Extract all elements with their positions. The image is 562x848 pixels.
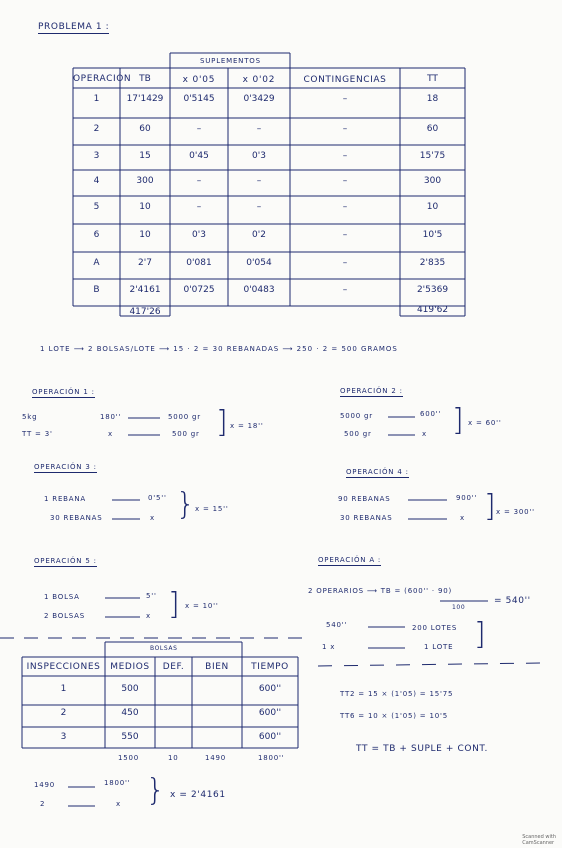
op1-l2a: x <box>108 430 113 438</box>
op2-l1a: 5000 gr <box>340 412 373 420</box>
table1-col-tt: TT <box>427 74 438 84</box>
op2-l2a: 500 gr <box>344 430 372 438</box>
op5-l1b: 5'' <box>146 592 157 600</box>
op3-title: OPERACIÓN 3 : <box>34 463 97 471</box>
table1-cell: – <box>342 202 348 212</box>
table1-cell: 2'4161 <box>129 285 161 295</box>
table1-col-contingencias: CONTINGENCIAS <box>303 75 387 85</box>
table1-cell: 10 <box>139 202 151 212</box>
table1-cell: 2'7 <box>138 258 152 268</box>
table1-cell: 0'3 <box>252 151 266 161</box>
op1-title: OPERACIÓN 1 : <box>32 388 95 396</box>
op3-brace: } <box>176 487 196 522</box>
table2-col-def: DEF. <box>162 662 185 672</box>
table1-cell: 0'2 <box>252 230 266 240</box>
last-l1a: 1490 <box>34 781 56 789</box>
table1-cell: – <box>342 151 348 161</box>
opA-denominator: 100 <box>452 604 466 611</box>
table2-total-def: 10 <box>168 754 179 762</box>
table1-cell: 1 <box>93 94 100 104</box>
table1-cell: – <box>256 202 262 212</box>
table1-col-sup5: x 0'05 <box>182 75 216 85</box>
table1-cell: 10 <box>139 230 151 240</box>
op1-l1a: 180'' <box>100 413 122 421</box>
op1-left1: 5kg <box>22 413 38 421</box>
table1-group-header: SUPLEMENTOS <box>200 57 261 65</box>
table1-cell: 60 <box>426 124 439 134</box>
op1-l2b: 500 gr <box>172 430 200 438</box>
lote-line: 1 LOTE ⟶ 2 BOLSAS/LOTE ⟶ 15 · 2 = 30 REBANADAS ⟶ 250 · 2 = 500 GRAMOS <box>40 345 398 353</box>
table1-col-sup2: x 0'02 <box>242 75 276 85</box>
last-l2b: x <box>116 800 121 808</box>
table2-group-header: BOLSAS <box>150 645 178 652</box>
op1-brace: ] <box>216 405 228 440</box>
table1-cell: 15'75 <box>419 151 446 161</box>
table1-cell: – <box>342 176 348 186</box>
table1-cell: 3 <box>93 151 100 161</box>
op2-title: OPERACIÓN 2 : <box>340 387 403 395</box>
table1-total-tb: 417'26 <box>129 307 161 317</box>
table1-cell: 0'0483 <box>243 285 275 295</box>
table2-cell: 550 <box>121 732 139 742</box>
table1-cell: 0'054 <box>246 258 272 268</box>
table2-cell: 600'' <box>258 732 282 742</box>
table1-cell: 0'5145 <box>183 94 215 104</box>
table1-cell: 0'081 <box>186 258 212 268</box>
table1-cell: – <box>256 124 262 134</box>
table1-cell: 2 <box>93 124 100 134</box>
op3-l1b: 0'5'' <box>148 494 167 502</box>
table1-cell: A <box>93 258 100 268</box>
op3-result: x = 15'' <box>195 505 229 513</box>
op1-left2: TT = 3' <box>22 430 53 438</box>
table2-cell: 600'' <box>258 684 282 694</box>
table1-cell: 2'835 <box>419 258 446 268</box>
op4-title: OPERACIÓN 4 : <box>346 468 409 476</box>
opA-line1: 2 OPERARIOS ⟶ TB = (600'' · 90) <box>308 587 453 595</box>
op5-title: OPERACIÓN 5 : <box>34 557 97 565</box>
op3-l1a: 1 REBANA <box>44 495 86 503</box>
table2-col-inspecciones: INSPECCIONES <box>26 662 101 672</box>
op5-l2a: 2 BOLSAS <box>44 612 85 620</box>
op2-result: x = 60'' <box>468 419 502 427</box>
op5-brace: ] <box>168 587 180 622</box>
table2-cell: 600'' <box>258 708 282 718</box>
table2-cell: 3 <box>60 732 67 742</box>
table1-cell: – <box>342 230 348 240</box>
opA-title: OPERACIÓN A : <box>318 556 382 564</box>
table1-cell: 10 <box>426 202 439 212</box>
table2-cell: 2 <box>60 708 67 718</box>
table1-cell: 6 <box>93 230 100 240</box>
op4-l2b: x <box>460 514 465 522</box>
op3-l2b: x <box>150 514 155 522</box>
op5-result: x = 10'' <box>185 602 219 610</box>
table2-cell: 1 <box>60 684 67 694</box>
op5-l2b: x <box>146 612 151 620</box>
scanner-stamp: Scanned with CamScanner <box>522 834 556 846</box>
table1-cell: 300 <box>423 176 442 186</box>
op1-l1b: 5000 gr <box>168 413 201 421</box>
table1-cell: – <box>342 124 348 134</box>
table1-cell: 0'0725 <box>183 285 215 295</box>
table1-cell: 17'1429 <box>126 94 164 104</box>
op4-l1b: 900'' <box>456 494 478 502</box>
table1-cell: – <box>342 94 348 104</box>
table1-col-tb: TB <box>139 74 151 84</box>
table2-total-tiempo: 1800'' <box>258 754 285 762</box>
table1-cell: 5 <box>93 202 100 212</box>
table1-cell: 0'3 <box>192 230 206 240</box>
table1-cell: 300 <box>136 176 154 186</box>
formula-tt6: TT6 = 10 × (1'05) = 10'5 <box>340 712 448 720</box>
table2-cell: 450 <box>121 708 139 718</box>
opA-l2b: 1 LOTE <box>424 643 454 651</box>
opA-result1: = 540'' <box>494 596 531 606</box>
table1-cell: – <box>256 176 262 186</box>
table2-total-bien: 1490 <box>205 754 227 762</box>
table1-cell: – <box>196 202 202 212</box>
table2-cell: 500 <box>121 684 139 694</box>
formula-tt: TT = TB + SUPLE + CONT. <box>356 744 488 754</box>
op2-l2b: x <box>422 430 427 438</box>
table1-col-operacion: OPERACIÓN <box>73 74 132 84</box>
table2-total-medios: 1500 <box>118 754 140 762</box>
table2-col-bien: BIEN <box>205 662 229 672</box>
table1-cell: 10'5 <box>422 230 443 240</box>
op5-l1a: 1 BOLSA <box>44 593 80 601</box>
opA-l2a: 1 x <box>322 643 336 651</box>
last-brace: } <box>146 773 166 808</box>
opA-brace: ] <box>474 617 486 652</box>
opA-l1a: 540'' <box>326 621 348 629</box>
table1-cell: 18 <box>426 94 439 104</box>
formula-tt2: TT2 = 15 × (1'05) = 15'75 <box>340 690 454 698</box>
table1-cell: 0'45 <box>189 151 209 161</box>
table1-cell: B <box>93 285 100 295</box>
op4-l2a: 30 REBANAS <box>340 514 393 522</box>
table1-total-tt: 419'62 <box>416 305 449 315</box>
op4-l1a: 90 REBANAS <box>338 495 391 503</box>
op4-result: x = 300'' <box>496 508 535 516</box>
op2-brace: ] <box>452 403 464 438</box>
last-l1b: 1800'' <box>104 779 131 787</box>
op1-result: x = 18'' <box>230 422 264 430</box>
table2-col-medios: MEDIOS <box>110 662 150 672</box>
problem-title: PROBLEMA 1 : <box>38 22 110 32</box>
table1-cell: – <box>342 285 348 295</box>
op2-l1b: 600'' <box>420 410 442 418</box>
table1-cell: – <box>196 124 202 134</box>
table1-cell: – <box>196 176 202 186</box>
opA-l1b: 200 LOTES <box>412 624 458 632</box>
op3-l2a: 30 REBANAS <box>50 514 103 522</box>
last-result: x = 2'4161 <box>170 790 226 800</box>
op4-brace: ] <box>484 489 496 524</box>
table1-cell: 0'3429 <box>243 94 275 104</box>
table2-col-tiempo: TIEMPO <box>251 662 289 672</box>
table1-cell: 4 <box>93 176 100 186</box>
last-l2a: 2 <box>40 800 46 808</box>
table1-cell: 2'5369 <box>416 285 449 295</box>
table1-cell: 15 <box>139 151 151 161</box>
table1-cell: – <box>342 258 348 268</box>
table1-cell: 60 <box>139 124 151 134</box>
